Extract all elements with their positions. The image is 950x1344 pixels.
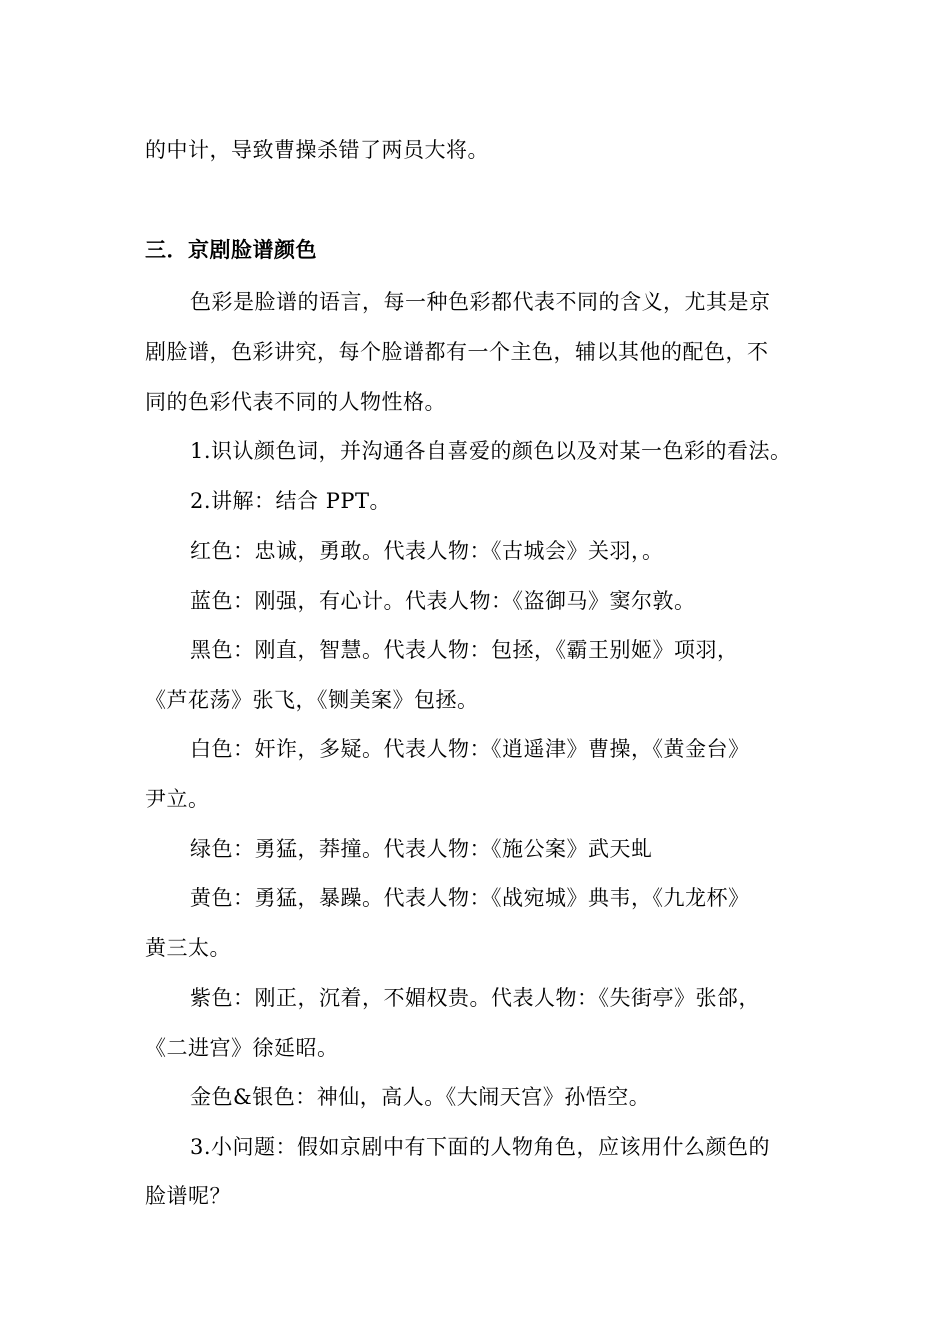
color-yellow-text-1: 黄色：勇猛，暴躁。代表人物：《战宛城》典韦，《九龙杯》 [190,886,750,910]
color-red-text: 红色：忠诚，勇敢。代表人物：《古城会》关羽，。 [190,539,664,563]
step-3-text-1: 3.小问题：假如京剧中有下面的人物角色，应该用什么颜色的 [190,1135,771,1159]
color-black-text-2: 《芦花荡》张飞，《铡美案》包拯。 [145,688,479,712]
color-green-text: 绿色：勇猛，莽撞。代表人物：《施公案》武天虬 [190,837,653,861]
color-blue-text: 蓝色：刚强，有心计。代表人物：《盗御马》窦尔敦。 [190,589,696,613]
color-white-text-2: 尹立。 [145,787,210,811]
paragraph-line-2: 剧脸谱，色彩讲究，每个脸谱都有一个主色，辅以其他的配色，不 [145,340,769,364]
step-2-text: 2.讲解：结合 PPT。 [190,489,391,513]
color-gold-silver-text: 金色&银色：神仙，高人。《大闹天宫》孙悟空。 [190,1085,651,1109]
step-3-text-2: 脸谱呢？ [145,1184,231,1208]
color-black-text-1: 黑色：刚直，智慧。代表人物：包拯，《霸王别姬》项羽， [190,638,739,662]
intro-tail-text: 的中计，导致曹操杀错了两员大将。 [145,138,489,162]
section-heading: 三．京剧脸谱颜色 [145,238,317,262]
paragraph-line-1: 色彩是脸谱的语言，每一种色彩都代表不同的含义，尤其是京 [190,290,771,314]
color-purple-text-2: 《二进宫》徐延昭。 [145,1036,339,1060]
step-1-text: 1.识认颜色词，并沟通各自喜爱的颜色以及对某一色彩的看法。 [190,439,792,463]
color-purple-text-1: 紫色：刚正，沉着，不媚权贵。代表人物：《失街亭》张郃， [190,986,760,1010]
color-yellow-text-2: 黄三太。 [145,936,231,960]
color-white-text-1: 白色：奸诈，多疑。代表人物：《逍遥津》曹操，《黄金台》 [190,737,750,761]
paragraph-line-3: 同的色彩代表不同的人物性格。 [145,390,446,414]
